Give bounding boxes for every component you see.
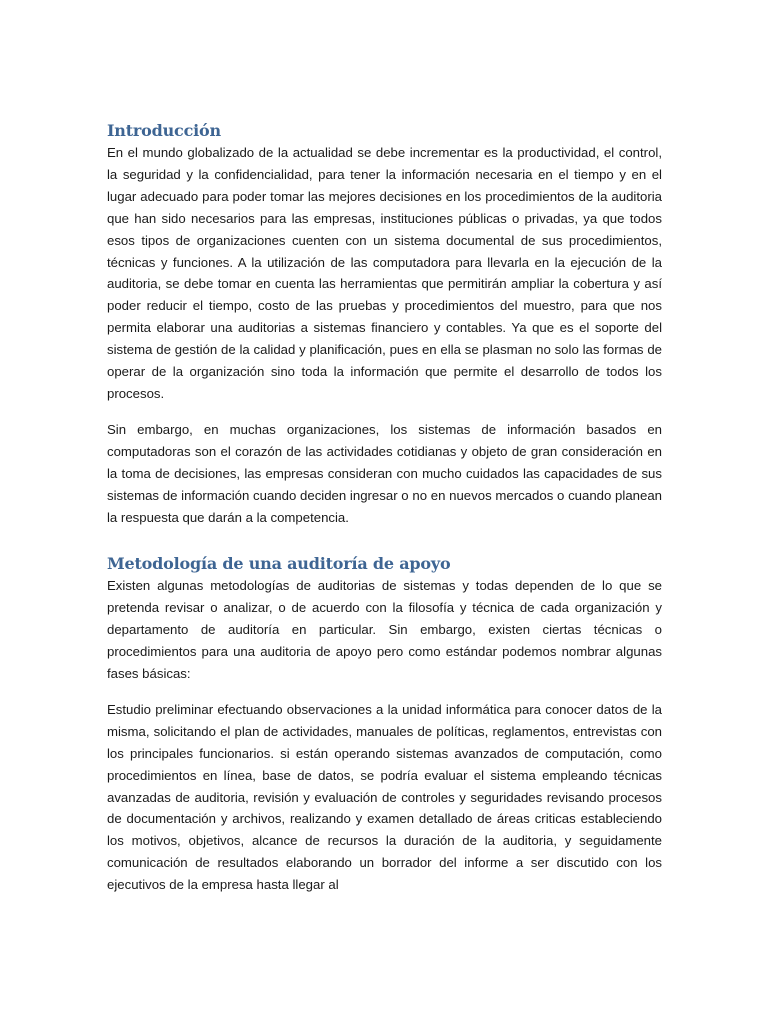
document-content [107,120,662,896]
section-title-introduccion: Introducción [107,121,221,140]
section-title-metodologia: Metodología de una auditoría de apoyo [107,554,451,574]
paragraph: Estudio preliminar efectuando observaciones a la unidad informática para conocer datos de la misma, solicitando el plan de actividades, manuales de políticas, reglamentos, entrevistas con los principales funcionarios. si están operando sistemas avanzados de computación, como procedimientos en línea, base de datos, se podría evaluar el sistema empleando técnicas avanzadas de auditoria, revisión y evaluación de controles y seguridades revisando procesos de documentación y archivos, realizando y examen detallado de áreas criticas estableciendo los motivos, objetivos, alcance de recursos la duración de la auditoria, y seguidamente comunicación de resultados elaborando un borrador del informe a ser discutido con los ejecutivos de la empresa hasta llegar al [107,701,662,893]
paragraph: Existen algunas metodologías de auditorias de sistemas y todas dependen de lo que se pretenda revisar o analizar, o de acuerdo con la filosofía y técnica de cada organización y departamento de auditoría en particular. Sin embargo, existen ciertas técnicas o procedimientos para una auditoria de apoyo pero como estándar podemos nombrar algunas fases básicas: [107,578,662,682]
paragraph: Sin embargo, en muchas organizaciones, los sistemas de información basados en computadoras son el corazón de las actividades cotidianas y objeto de gran consideración en la toma de decisiones, las empresas consideran con mucho cuidados las capacidades de sus sistemas de información cuando deciden ingresar o no en nuevos mercados o cuando planean la respuesta que darán a la competencia. [107,421,662,525]
paragraph: En el mundo globalizado de la actualidad se debe incrementar es la productividad, el control, la seguridad y la confidencialidad, para tener la información necesaria en el tiempo y en el lugar adecuado para poder tomar las mejores decisiones en los procedimientos de la auditoria que han sido necesarios para las empresas, instituciones públicas o privadas, ya que todos esos tipos de organizaciones cuenten con un sistema documental de sus procedimientos, técnicas y funciones. A la utilización de las computadora para llevarla en la ejecución de la auditoria, se debe tomar en cuenta las herramientas que permitirán ampliar la cobertura y así poder reducir el tiempo, costo de las pruebas y procedimientos del muestro, para que nos permita elaborar una auditorias a sistemas financiero y contables. Ya que es el soporte del sistema de gestión de la calidad y planificación, pues en ella se plasman no solo las formas de operar de la organización sino toda la información que permite el desarrollo de todos los procesos. [107,145,662,401]
